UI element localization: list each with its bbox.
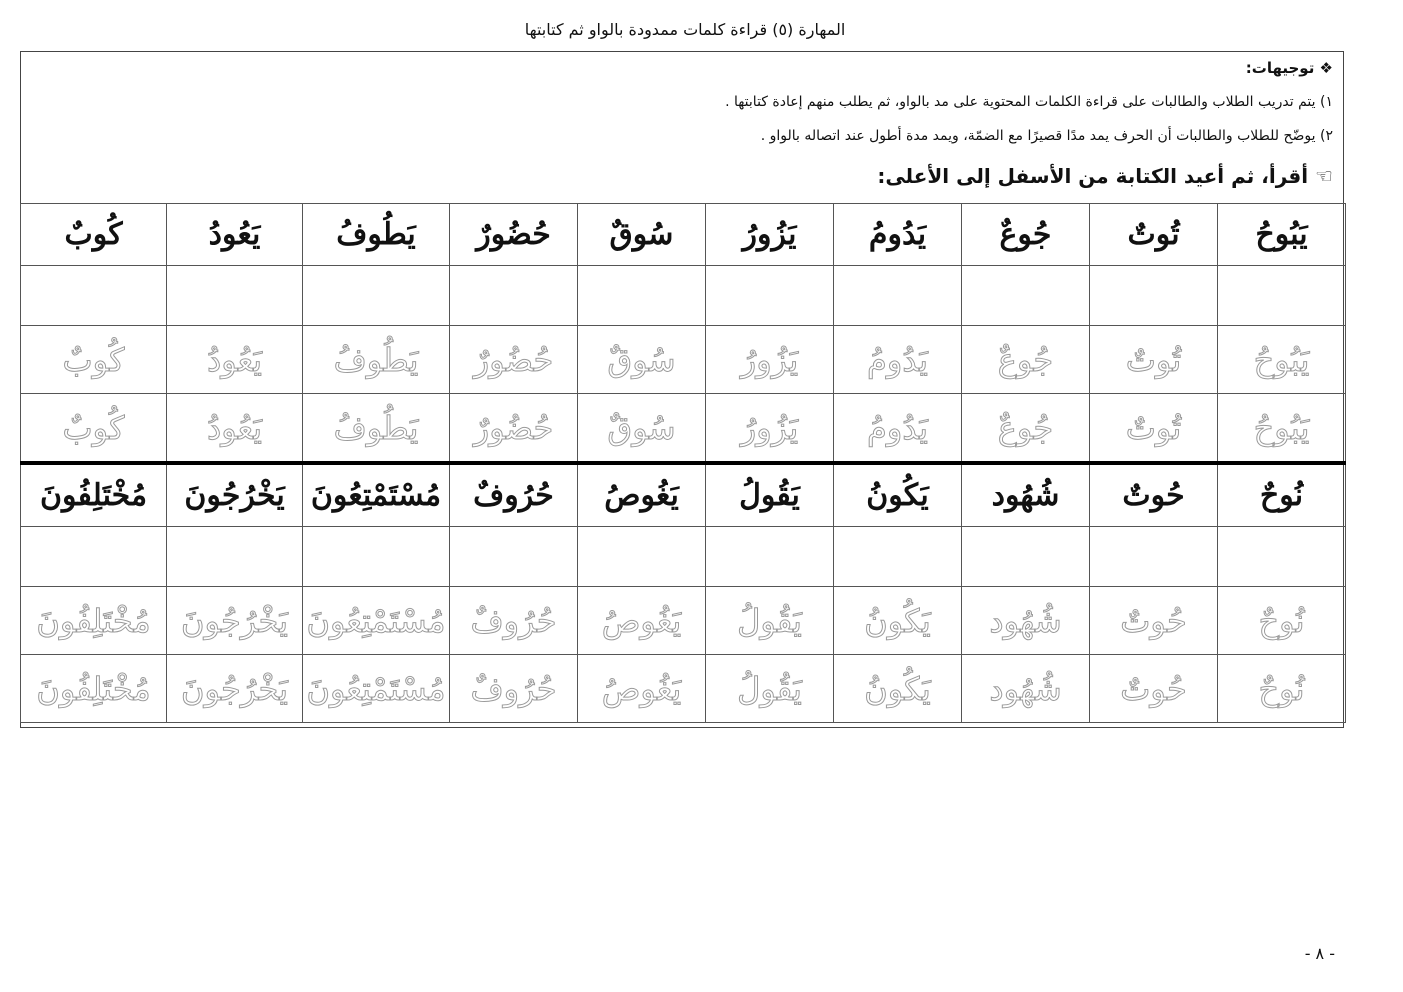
trace-cell: يَدُومُ — [834, 394, 962, 464]
word-row-2 — [21, 463, 1346, 527]
trace-row-2a — [21, 587, 1346, 655]
writing-cell[interactable] — [962, 266, 1090, 326]
writing-cell[interactable] — [1218, 527, 1346, 587]
trace-cell: جُوعٌ — [962, 326, 1090, 394]
trace-cell: مُسْتَمْتِعُونَ — [303, 587, 450, 655]
writing-cell[interactable] — [450, 527, 578, 587]
instruction-1: ١) يتم تدريب الطلاب والطالبات على قراءة الكلمات المحتوية على مد بالواو، ثم يطلب منهم إعادة كتابتها . — [725, 94, 1333, 110]
instruction-2: ٢) يوضّح للطلاب والطالبات أن الحرف يمد مدًا قصيرًا مع الضمّة، ويمد مدة أطول عند اتصاله بالواو . — [760, 128, 1333, 144]
trace-cell: يَغُوصُ — [578, 655, 706, 723]
trace-cell: يَخْرُجُونَ — [167, 655, 303, 723]
writing-cell[interactable] — [706, 527, 834, 587]
trace-cell: حُضُورٌ — [450, 326, 578, 394]
instructions-heading: ❖ توجيهات: — [1245, 59, 1333, 77]
word-cell: يَقُولُ — [706, 463, 834, 527]
writing-row-1 — [21, 266, 1346, 326]
writing-row-2 — [21, 527, 1346, 587]
trace-cell: يَدُومُ — [834, 326, 962, 394]
word-cell: شُهُود — [962, 463, 1090, 527]
word-cell: مُخْتَلِفُونَ — [21, 463, 167, 527]
trace-cell: شُهُود — [962, 587, 1090, 655]
word-cell: جُوعٌ — [962, 204, 1090, 266]
writing-cell[interactable] — [303, 266, 450, 326]
word-row-1 — [21, 204, 1346, 266]
writing-cell[interactable] — [578, 266, 706, 326]
trace-cell: نُوحٌ — [1218, 655, 1346, 723]
word-cell: كُوبٌ — [21, 204, 167, 266]
word-cell: سُوقٌ — [578, 204, 706, 266]
writing-cell[interactable] — [578, 527, 706, 587]
trace-cell: يَطُوفُ — [303, 326, 450, 394]
writing-cell[interactable] — [1218, 266, 1346, 326]
task-instruction: ☜ أقرأ، ثم أعيد الكتابة من الأسفل إلى الأعلى: — [877, 164, 1333, 188]
trace-cell: حُرُوفٌ — [450, 587, 578, 655]
writing-cell[interactable] — [21, 266, 167, 326]
writing-cell[interactable] — [21, 527, 167, 587]
worksheet — [20, 51, 1344, 728]
trace-cell: يَطُوفُ — [303, 394, 450, 464]
trace-cell: كُوبٌ — [21, 326, 167, 394]
trace-cell: مُخْتَلِفُونَ — [21, 655, 167, 723]
trace-cell: شُهُود — [962, 655, 1090, 723]
writing-cell[interactable] — [1090, 527, 1218, 587]
trace-cell: يَبُوحُ — [1218, 394, 1346, 464]
writing-cell[interactable] — [303, 527, 450, 587]
trace-cell: يَعُودُ — [167, 326, 303, 394]
writing-cell[interactable] — [167, 527, 303, 587]
trace-row-1a — [21, 326, 1346, 394]
trace-cell: تُوتٌ — [1090, 326, 1218, 394]
word-cell: يَطُوفُ — [303, 204, 450, 266]
writing-cell[interactable] — [1090, 266, 1218, 326]
word-cell: يَعُودُ — [167, 204, 303, 266]
writing-cell[interactable] — [167, 266, 303, 326]
trace-cell: نُوحٌ — [1218, 587, 1346, 655]
trace-cell: مُسْتَمْتِعُونَ — [303, 655, 450, 723]
instructions-panel — [21, 52, 1343, 203]
word-cell: حُضُورٌ — [450, 204, 578, 266]
trace-cell: يَكُونُ — [834, 587, 962, 655]
page-title: المهارة (٥) قراءة كلمات ممدودة بالواو ثم كتابتها — [524, 20, 846, 39]
word-cell: يَبُوحُ — [1218, 204, 1346, 266]
trace-cell: سُوقٌ — [578, 326, 706, 394]
writing-cell[interactable] — [962, 527, 1090, 587]
trace-cell: يَزُورُ — [706, 326, 834, 394]
word-cell: نُوحٌ — [1218, 463, 1346, 527]
word-cell: تُوتٌ — [1090, 204, 1218, 266]
trace-cell: حُرُوفٌ — [450, 655, 578, 723]
trace-row-2b — [21, 655, 1346, 723]
trace-cell: مُخْتَلِفُونَ — [21, 587, 167, 655]
writing-cell[interactable] — [834, 527, 962, 587]
trace-cell: يَقُولُ — [706, 655, 834, 723]
word-cell: يَدُومُ — [834, 204, 962, 266]
trace-cell: يَخْرُجُونَ — [167, 587, 303, 655]
word-cell: مُسْتَمْتِعُونَ — [303, 463, 450, 527]
word-cell: حُوتٌ — [1090, 463, 1218, 527]
writing-cell[interactable] — [450, 266, 578, 326]
trace-cell: حُوتٌ — [1090, 587, 1218, 655]
trace-cell: كُوبٌ — [21, 394, 167, 464]
trace-cell: سُوقٌ — [578, 394, 706, 464]
trace-cell: يَعُودُ — [167, 394, 303, 464]
word-cell: حُرُوفٌ — [450, 463, 578, 527]
word-cell: يَغُوصُ — [578, 463, 706, 527]
writing-cell[interactable] — [706, 266, 834, 326]
trace-cell: يَكُونُ — [834, 655, 962, 723]
word-cell: يَزُورُ — [706, 204, 834, 266]
trace-cell: يَبُوحُ — [1218, 326, 1346, 394]
trace-row-1b — [21, 394, 1346, 464]
trace-cell: حُضُورٌ — [450, 394, 578, 464]
word-cell: يَكُونُ — [834, 463, 962, 527]
word-cell: يَخْرُجُونَ — [167, 463, 303, 527]
trace-cell: جُوعٌ — [962, 394, 1090, 464]
trace-cell: يَقُولُ — [706, 587, 834, 655]
trace-cell: يَزُورُ — [706, 394, 834, 464]
writing-cell[interactable] — [834, 266, 962, 326]
trace-cell: يَغُوصُ — [578, 587, 706, 655]
trace-cell: حُوتٌ — [1090, 655, 1218, 723]
trace-cell: تُوتٌ — [1090, 394, 1218, 464]
page-number: - ٨ - — [1304, 944, 1335, 963]
writing-grid — [20, 203, 1346, 723]
